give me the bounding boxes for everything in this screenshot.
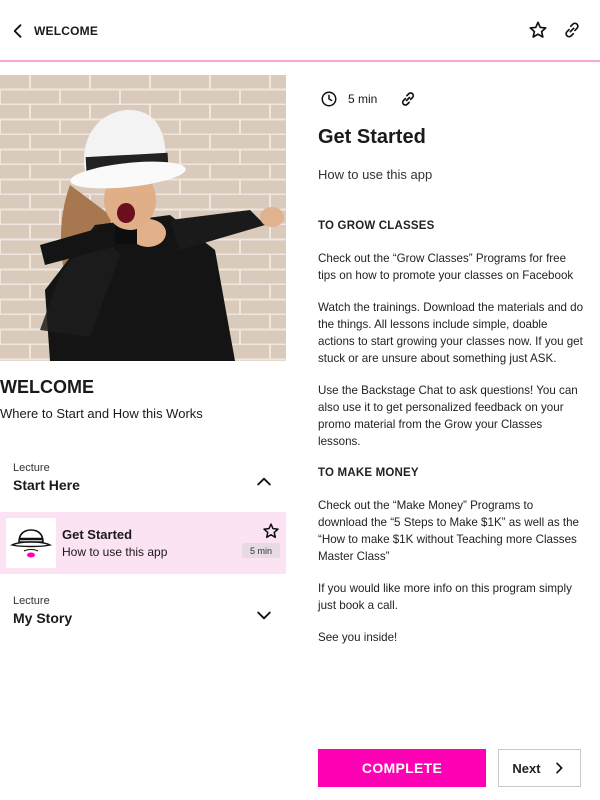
course-title: WELCOME [0, 377, 94, 397]
back-button[interactable] [8, 18, 98, 44]
lesson-title: Get Started [62, 527, 133, 542]
lecture-name: My Story [13, 610, 73, 626]
favorite-button[interactable] [526, 18, 550, 42]
paragraph: If you would like more info on this program simply just book a call. [318, 582, 572, 612]
hero-image [0, 75, 286, 361]
lecture-my-story[interactable] [0, 595, 286, 645]
next-button[interactable] [498, 749, 581, 787]
share-link-button[interactable] [560, 18, 584, 42]
link-icon [399, 90, 417, 108]
paragraph: Check out the “Make Money” Programs to download the “5 Steps to Make $1K” as well as the “How to make $1K without Teaching more Classes Master Class” [318, 499, 580, 563]
clock-icon [320, 90, 338, 108]
section-heading: TO MAKE MONEY [318, 467, 419, 479]
link-icon [562, 20, 582, 40]
chevron-up-icon[interactable] [254, 472, 274, 492]
course-subtitle: Where to Start and How this Works [0, 406, 203, 421]
copy-link-button[interactable] [399, 90, 417, 108]
lesson-body [318, 218, 586, 661]
lesson-meta [320, 90, 417, 108]
lecture-start-here[interactable] [0, 462, 286, 512]
duration-badge: 5 min [242, 543, 280, 558]
section-heading: TO GROW CLASSES [318, 220, 435, 232]
lecture-kicker: Lecture [13, 595, 50, 607]
lesson-subheading: How to use this app [318, 167, 433, 182]
next-label: Next [512, 760, 541, 776]
paragraph: Watch the trainings. Download the materials and do the things. All lessons include simple, doable actions to start growing your classes now. If you get stuck or are unsure about something just ASK. [318, 301, 584, 365]
back-label: WELCOME [34, 24, 99, 38]
chevron-left-icon [8, 21, 28, 41]
paragraph: Use the Backstage Chat to ask questions! You can also use it to get personalized feedback on your promo material from the Grow your Classes lessons. [318, 384, 578, 448]
hat-logo-icon [10, 522, 52, 564]
lecture-name: Start Here [13, 477, 80, 493]
lesson-duration: 5 min [348, 92, 378, 106]
paragraph: See you inside! [318, 631, 398, 644]
paragraph: Check out the “Grow Classes” Programs for free tips on how to promote your classes on Facebook [318, 252, 574, 282]
header-actions [526, 18, 584, 42]
complete-button[interactable]: COMPLETE [318, 749, 486, 787]
chevron-right-icon [551, 760, 567, 776]
star-outline-icon [528, 20, 548, 40]
star-outline-icon[interactable] [262, 522, 280, 540]
dancer-photo [0, 75, 286, 361]
lesson-item-get-started[interactable] [0, 512, 286, 574]
top-bar [0, 0, 600, 62]
lecture-kicker: Lecture [13, 462, 50, 474]
lesson-thumbnail [6, 518, 56, 568]
lesson-heading: Get Started [318, 126, 426, 148]
lesson-subtitle: How to use this app [62, 545, 168, 559]
chevron-down-icon[interactable] [254, 605, 274, 625]
